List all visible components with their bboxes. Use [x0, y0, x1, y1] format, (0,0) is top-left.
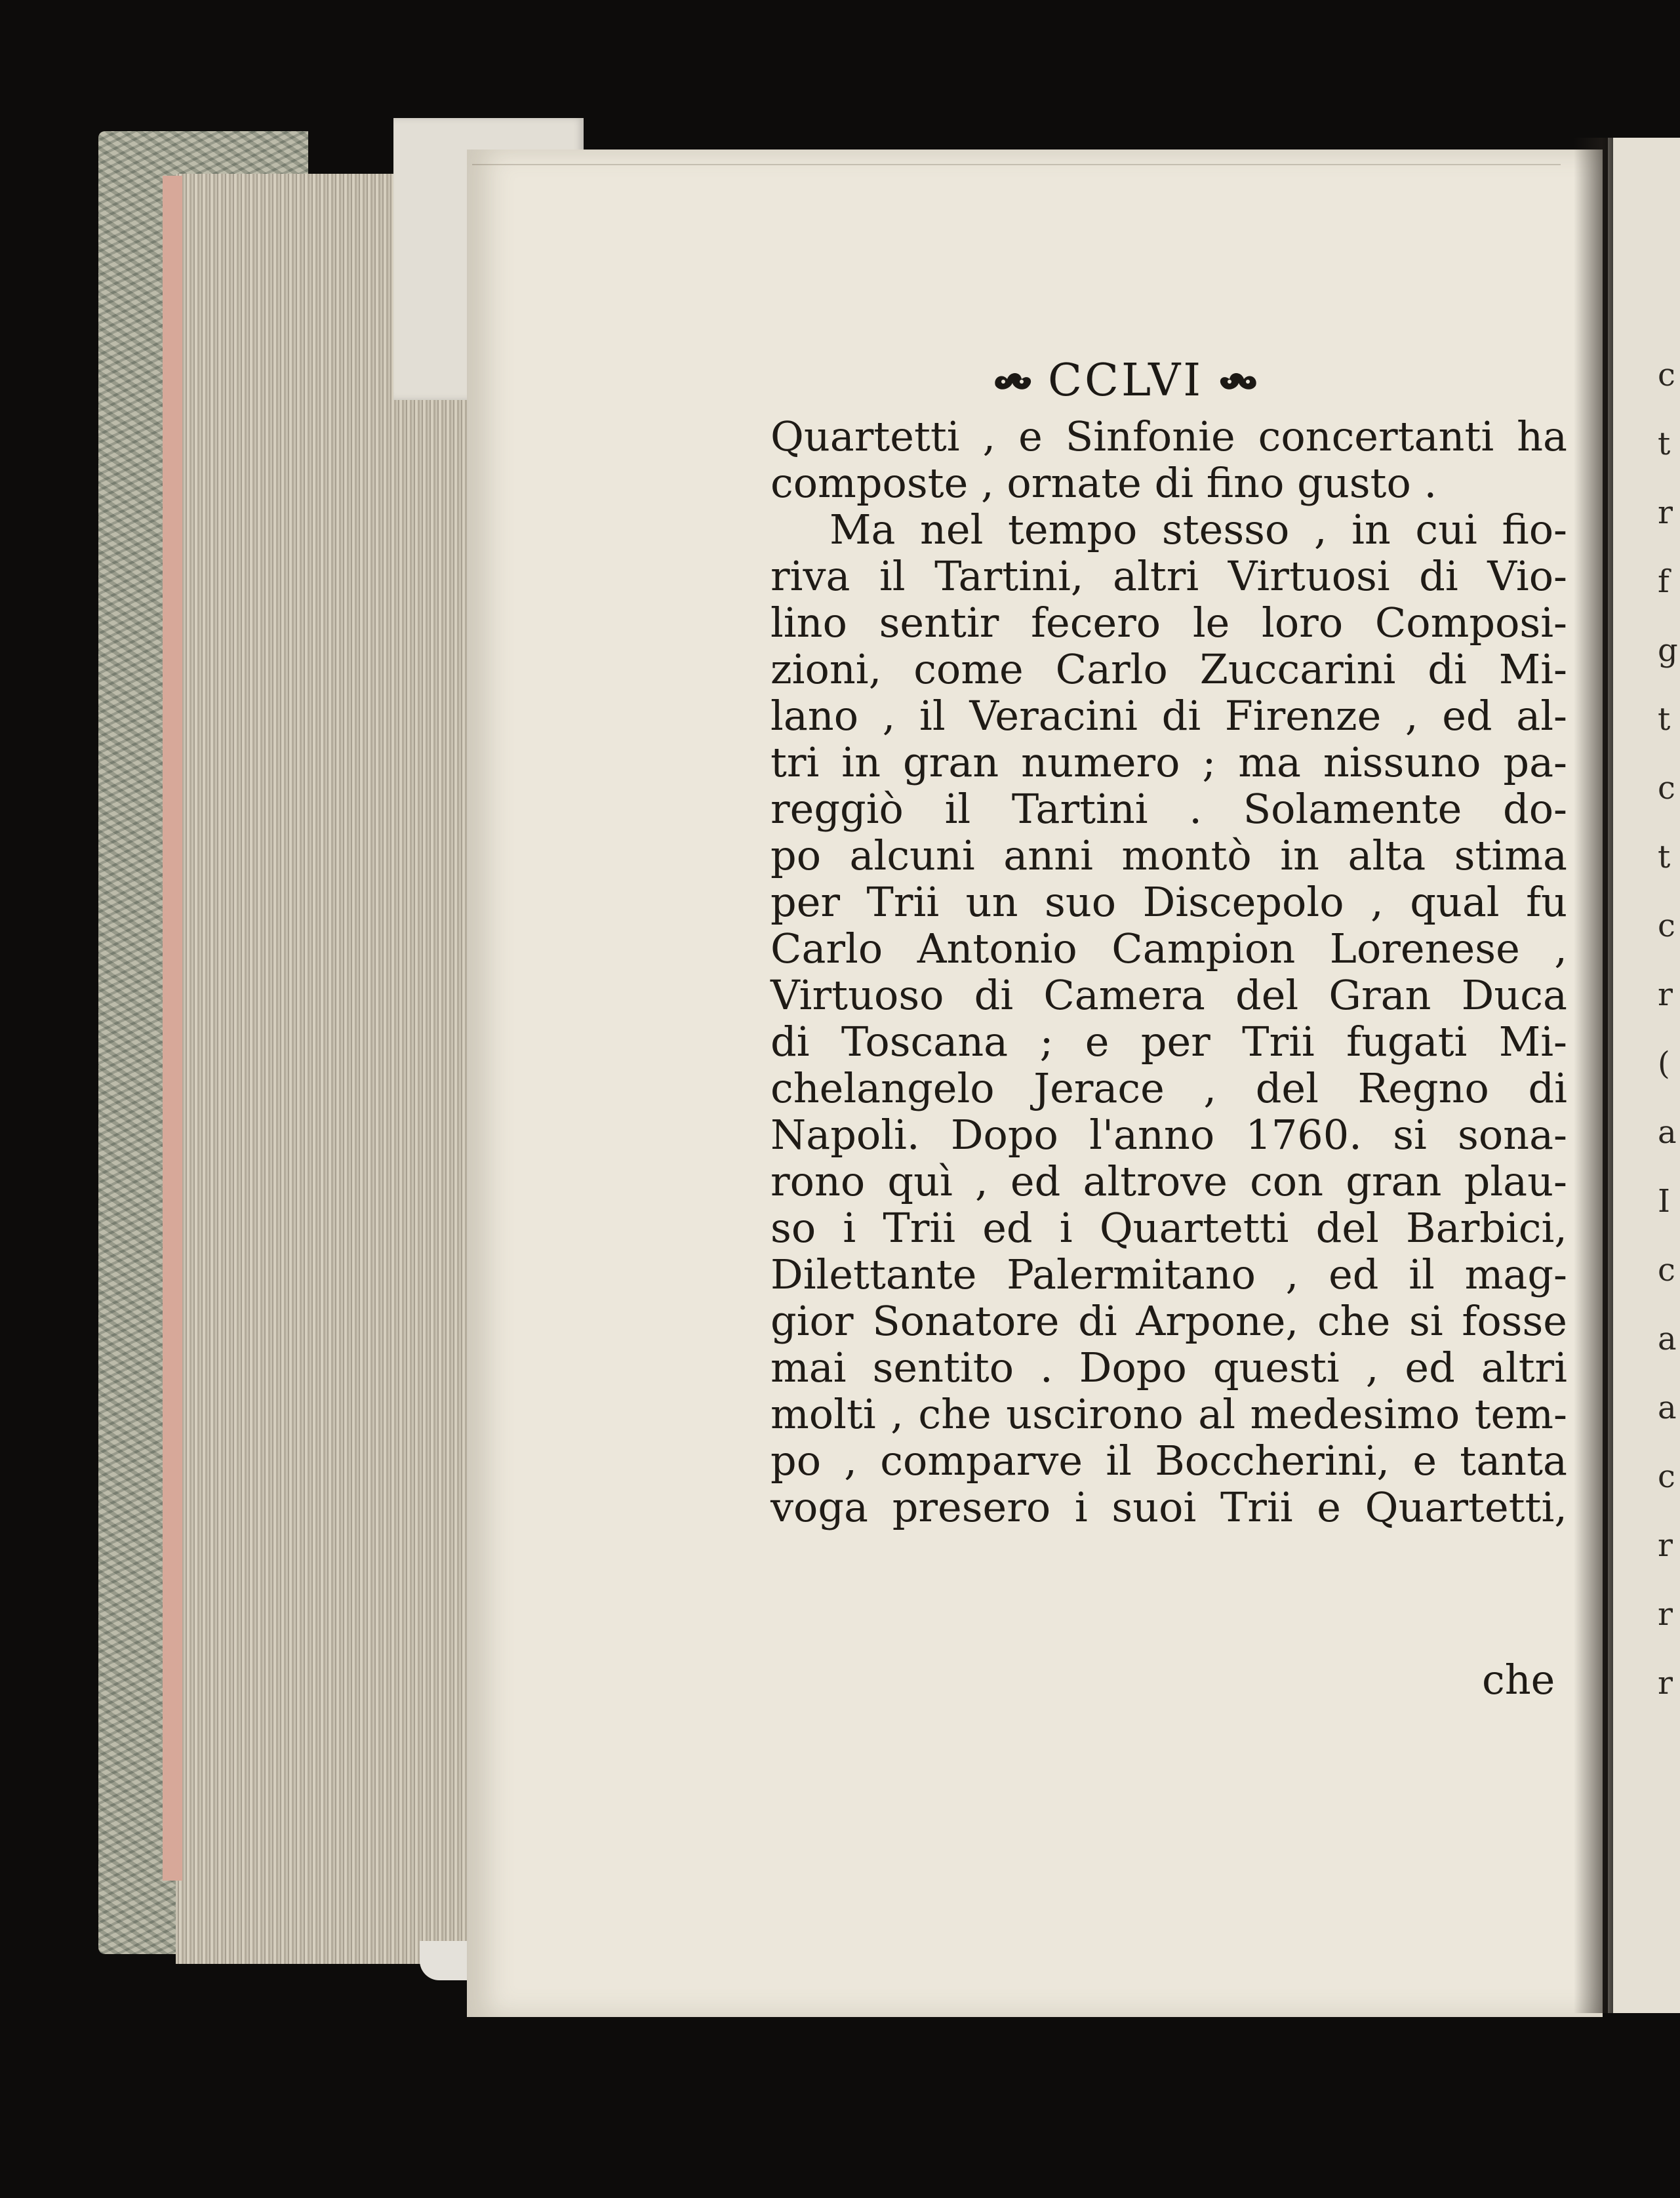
text-line: so i Trii ed i Quartetti del Barbici,: [770, 1204, 1567, 1252]
text-line: zioni, come Carlo Zuccarini di Mi-: [770, 645, 1567, 693]
facing-page-letter: r: [1658, 976, 1673, 1013]
text-line: Ma nel tempo stesso , in cui fio-: [830, 506, 1567, 553]
text-line: Napoli. Dopo l'anno 1760. si sona-: [770, 1111, 1567, 1159]
facing-page-letter: f: [1658, 563, 1670, 600]
facing-page-letters: [1658, 341, 1677, 1718]
text-line: mai sentito . Dopo questi , ed altri: [770, 1344, 1567, 1391]
text-line: riva il Tartini, altri Virtuosi di Vio-: [770, 552, 1567, 600]
page-header: [990, 351, 1261, 410]
facing-page-letter: r: [1658, 494, 1673, 531]
text-line: Dilettante Palermitano , ed il mag-: [770, 1250, 1567, 1298]
page-number: CCLVI: [1048, 354, 1204, 407]
facing-page-letter: a: [1658, 1389, 1677, 1426]
fleuron-left-icon: [990, 366, 1036, 395]
facing-page-letter: t: [1658, 839, 1671, 875]
text-line: Quartetti , e Sinfonie concertanti ha: [770, 412, 1567, 460]
text-line: per Trii un suo Discepolo , qual fu: [770, 878, 1567, 926]
text-line: molti , che uscirono al medesimo tem-: [770, 1390, 1567, 1438]
facing-page-letter: a: [1658, 1114, 1677, 1151]
text-line: tri in gran numero ; ma nissuno pa-: [770, 738, 1567, 786]
text-line: gior Sonatore di Arpone, che si fosse: [770, 1297, 1567, 1345]
facing-page-letter: r: [1658, 1527, 1673, 1564]
facing-page-letter: c: [1658, 770, 1675, 807]
text-line: voga presero i suoi Trii e Quartetti,: [770, 1483, 1567, 1531]
text-line: reggiò il Tartini . Solamente do-: [770, 785, 1567, 833]
text-line: Carlo Antonio Campion Lorenese ,: [770, 925, 1567, 972]
facing-page-letter: g: [1658, 632, 1678, 669]
facing-page-letter: c: [1658, 357, 1675, 393]
gutter-shadow: [1574, 138, 1613, 2013]
text-line: Virtuoso di Camera del Gran Duca: [770, 971, 1567, 1019]
page-top-crease: [472, 164, 1561, 165]
page-body-text: [770, 413, 1567, 1530]
text-line: po , comparve il Boccherini, e tanta: [770, 1437, 1567, 1485]
fleuron-right-icon: [1215, 366, 1261, 395]
text-line: po alcuni anni montò in alta stima: [770, 831, 1567, 879]
facing-page-letter: c: [1658, 1458, 1675, 1495]
facing-page-letter: r: [1658, 1665, 1673, 1702]
facing-page-letter: c: [1658, 1252, 1675, 1289]
text-line: di Toscana ; e per Trii fugati Mi-: [770, 1018, 1567, 1066]
page-fore-edge: [176, 174, 484, 1964]
catchword: che: [1482, 1656, 1555, 1704]
facing-page-letter: t: [1658, 701, 1671, 738]
text-line: lano , il Veracini di Firenze , ed al-: [770, 692, 1567, 740]
facing-page-letter: r: [1658, 1596, 1673, 1633]
text-line: rono quì , ed altrove con gran plau-: [770, 1157, 1567, 1205]
facing-page-letter: (: [1658, 1045, 1670, 1082]
cover-lining: [163, 176, 182, 1881]
facing-page-letter: I: [1658, 1183, 1670, 1220]
text-line: chelangelo Jerace , del Regno di: [770, 1064, 1567, 1112]
text-line: lino sentir fecero le loro Composi-: [770, 599, 1567, 647]
facing-page-letter: c: [1658, 908, 1675, 944]
facing-page-letter: t: [1658, 426, 1671, 462]
facing-page-letter: a: [1658, 1321, 1677, 1357]
text-line: composte , ornate di fino gusto .: [770, 459, 1437, 507]
